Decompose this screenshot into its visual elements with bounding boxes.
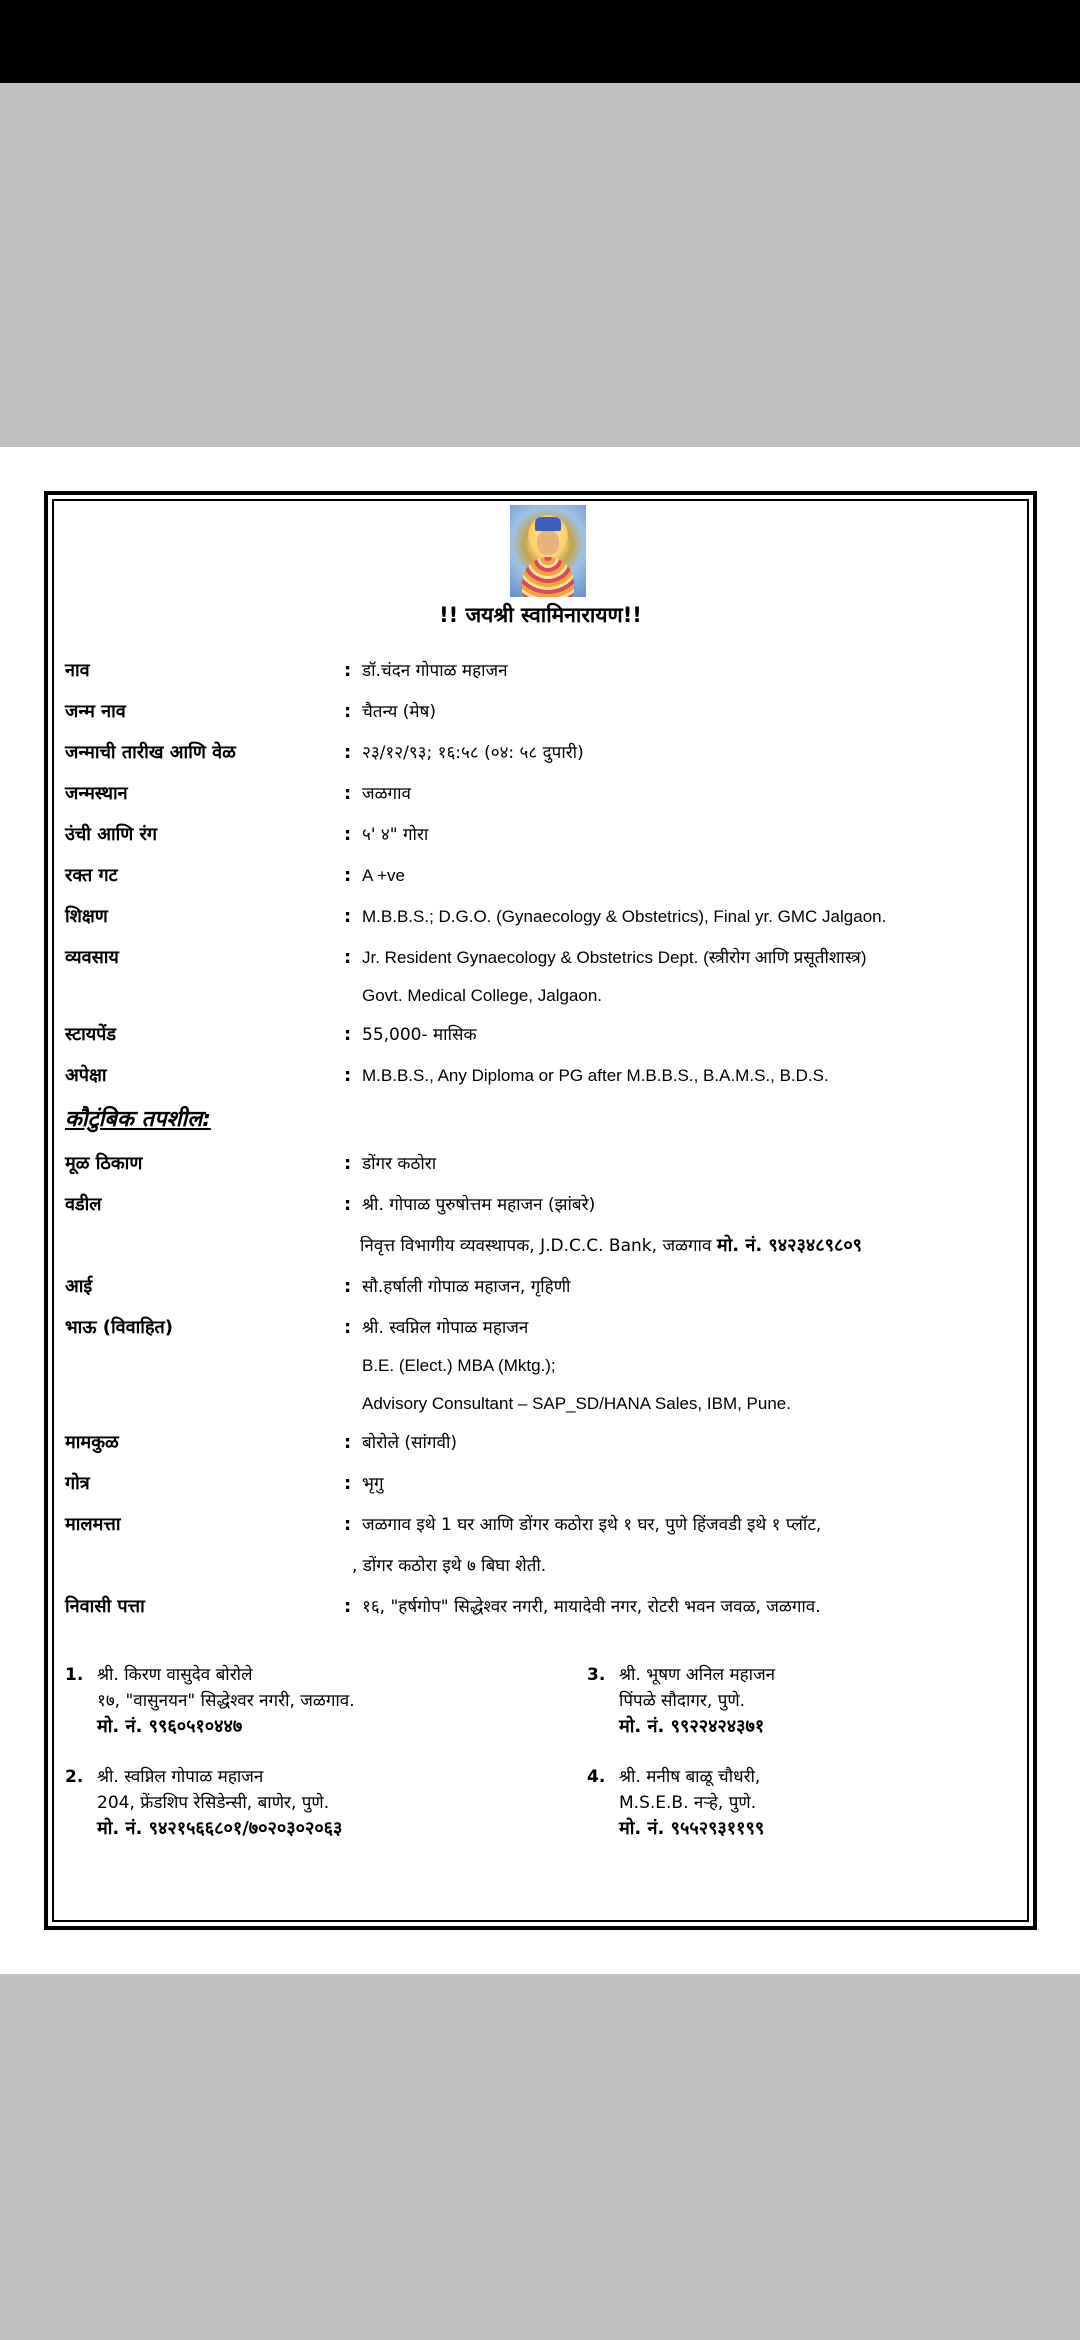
- separator: :: [344, 701, 352, 722]
- label-maternal-family: मामकुळ: [65, 1432, 119, 1453]
- value-property: जळगाव इथे 1 घर आणि डोंगर कठोरा इथे १ घर, पुणे हिंजवडी इथे १ प्लॉट,: [362, 1515, 822, 1535]
- value-expectation: M.B.B.S., Any Diploma or PG after M.B.B.S., B.A.M.S., B.D.S.: [362, 1066, 829, 1085]
- value-birth-place: जळगाव: [362, 784, 411, 804]
- label-expectation: अपेक्षा: [65, 1065, 107, 1086]
- separator: :: [344, 1317, 352, 1338]
- separator: :: [344, 742, 352, 763]
- value-stipend: 55,000- मासिक: [362, 1025, 477, 1045]
- value-education: M.B.B.S.; D.G.O. (Gynaecology & Obstetrics), Final yr. GMC Jalgaon.: [362, 907, 887, 926]
- value-gotra: भृगु: [362, 1474, 384, 1494]
- father-mobile: मो. नं. ९४२३४८९८०९: [716, 1235, 863, 1256]
- label-birth-datetime: जन्माची तारीख आणि वेळ: [65, 742, 236, 763]
- page-border-outer: [44, 491, 1037, 1930]
- reference-name: श्री. किरण वासुदेव बोरोले: [97, 1665, 253, 1685]
- separator: :: [344, 783, 352, 804]
- reference-mobile: मो. नं. ९९२२४२४३७१: [619, 1716, 765, 1737]
- value-mother: सौ.हर्षाली गोपाळ महाजन, गृहिणी: [362, 1277, 571, 1297]
- label-gotra: गोत्र: [65, 1473, 90, 1494]
- label-education: शिक्षण: [65, 906, 108, 927]
- label-birth-place: जन्मस्थान: [65, 783, 128, 804]
- separator: :: [344, 1514, 352, 1535]
- label-mother: आई: [65, 1276, 93, 1297]
- family-details-heading: कौटुंबिक तपशील:: [65, 1107, 211, 1132]
- label-address: निवासी पत्ता: [65, 1596, 145, 1617]
- separator: :: [344, 1276, 352, 1297]
- label-birth-name: जन्म नाव: [65, 701, 126, 722]
- reference-address: 204, फ्रेंडशिप रेसिडेन्सी, बाणेर, पुणे.: [97, 1793, 330, 1813]
- reference-address: M.S.E.B. नऱ्हे, पुणे.: [619, 1793, 757, 1813]
- value-brother: श्री. स्वप्निल गोपाळ महाजन: [362, 1318, 529, 1338]
- document-page[interactable]: [0, 447, 1080, 1974]
- separator: :: [344, 824, 352, 845]
- value-blood-group: A +ve: [362, 866, 406, 885]
- separator: :: [344, 865, 352, 886]
- reference-name: श्री. स्वप्निल गोपाळ महाजन: [97, 1767, 264, 1787]
- label-name: नाव: [65, 660, 90, 681]
- father-occupation: निवृत्त विभागीय व्यवस्थापक, J.D.C.C. Bank, जळगाव: [360, 1236, 712, 1256]
- value-height-complexion: ५' ४" गोरा: [362, 825, 429, 845]
- separator: :: [344, 1024, 352, 1045]
- separator: :: [344, 947, 352, 968]
- label-father: वडील: [65, 1194, 102, 1215]
- value-property-line2: , डोंगर कठोरा इथे ७ बिघा शेती.: [352, 1556, 547, 1576]
- separator: :: [344, 1473, 352, 1494]
- reference-mobile: मो. नं. ९४२१५६६८०१/७०२०३०२०६३: [97, 1818, 343, 1839]
- separator: :: [344, 1065, 352, 1086]
- value-brother-line3: Advisory Consultant – SAP_SD/HANA Sales, IBM, Pune.: [362, 1394, 791, 1413]
- reference-address: १७, "वासुनयन" सिद्धेश्वर नगरी, जळगाव.: [97, 1691, 355, 1711]
- value-birth-datetime: २३/१२/९३; १६:५८ (०४: ५८ दुपारी): [362, 743, 584, 763]
- reference-number: 4.: [587, 1767, 606, 1787]
- reference-mobile: मो. नं. ९५५२९३११९९: [619, 1818, 765, 1839]
- separator: :: [344, 1194, 352, 1215]
- swaminarayan-portrait-image: [510, 505, 586, 597]
- value-brother-line2: B.E. (Elect.) MBA (Mktg.);: [362, 1356, 556, 1375]
- separator: :: [344, 1153, 352, 1174]
- value-father-line2: [360, 1233, 862, 1259]
- label-height-complexion: उंची आणि रंग: [65, 824, 158, 845]
- viewer-background-bottom: [0, 1974, 1080, 2340]
- value-profession-line2: Govt. Medical College, Jalgaon.: [362, 986, 603, 1005]
- value-birth-name: चैतन्य (मेष): [362, 702, 437, 722]
- separator: :: [344, 906, 352, 927]
- label-blood-group: रक्त गट: [65, 865, 118, 886]
- reference-name: श्री. भूषण अनिल महाजन: [619, 1665, 776, 1685]
- label-profession: व्यवसाय: [65, 947, 119, 968]
- label-property: मालमत्ता: [65, 1514, 121, 1535]
- status-bar: [0, 0, 1080, 83]
- reference-address: पिंपळे सौदागर, पुणे.: [619, 1691, 746, 1711]
- separator: :: [344, 660, 352, 681]
- page-border-inner: [52, 499, 1029, 1922]
- label-native-place: मूळ ठिकाण: [65, 1153, 143, 1174]
- reference-number: 3.: [587, 1665, 606, 1685]
- separator: :: [344, 1596, 352, 1617]
- reference-number: 2.: [65, 1767, 84, 1787]
- reference-mobile: मो. नं. ९९६०५१०४४७: [97, 1716, 243, 1737]
- label-brother: भाऊ (विवाहित): [65, 1317, 173, 1338]
- value-maternal-family: बोरोले (सांगवी): [362, 1433, 457, 1453]
- separator: :: [344, 1432, 352, 1453]
- reference-number: 1.: [65, 1665, 84, 1685]
- value-native-place: डोंगर कठोरा: [362, 1154, 437, 1174]
- label-stipend: स्टायपेंड: [65, 1024, 117, 1045]
- value-name: डॉ.चंदन गोपाळ महाजन: [362, 661, 508, 681]
- invocation-heading: !! जयश्री स्वामिनारायण!!: [439, 603, 642, 627]
- reference-name: श्री. मनीष बाळू चौधरी,: [619, 1767, 761, 1787]
- value-address: १६, "हर्षगोप" सिद्धेश्वर नगरी, मायादेवी नगर, रोटरी भवन जवळ, जळगाव.: [362, 1597, 821, 1617]
- value-profession: Jr. Resident Gynaecology & Obstetrics Dept. (स्त्रीरोग आणि प्रसूतीशास्त्र): [362, 948, 867, 967]
- viewer-background-top: [0, 83, 1080, 447]
- value-father: श्री. गोपाळ पुरुषोत्तम महाजन (झांबरे): [362, 1195, 596, 1215]
